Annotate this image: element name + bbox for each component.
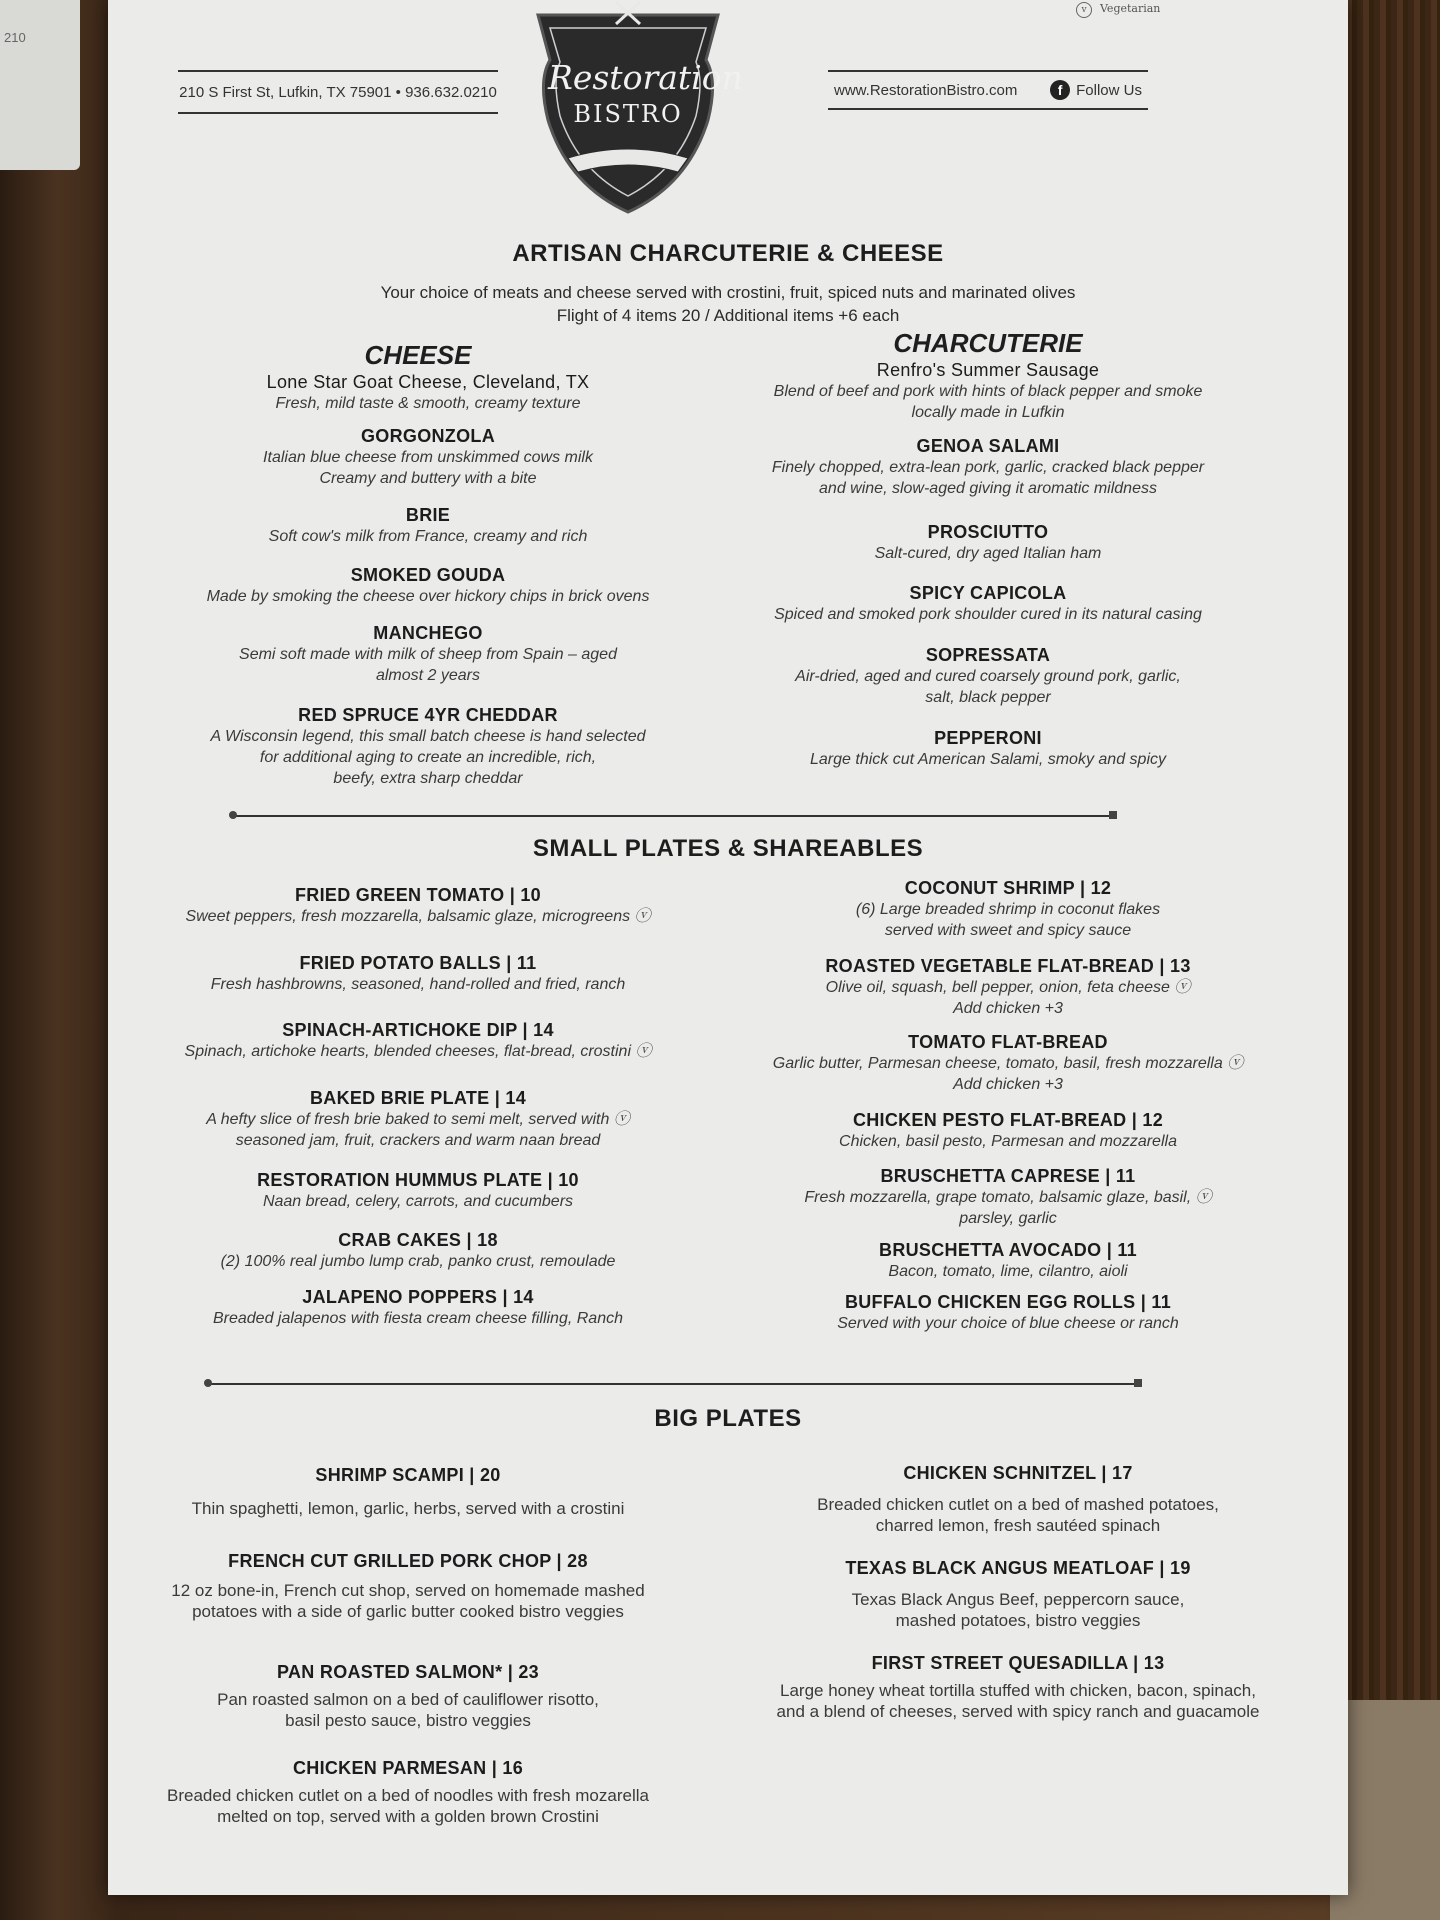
item-desc: Spinach, artichoke hearts, blended cheeses, flat-bread, crostini ⓥ bbox=[184, 1043, 652, 1060]
item-desc: Soft cow's milk from France, creamy and rich bbox=[268, 528, 588, 545]
item-name: FIRST STREET QUESADILLA | 13 bbox=[871, 1653, 1165, 1673]
wood-table bbox=[1340, 0, 1440, 1920]
item-desc: (6) Large breaded shrimp in coconut flakes served with sweet and spicy sauce bbox=[855, 901, 1161, 939]
item-name: FRENCH CUT GRILLED PORK CHOP | 28 bbox=[228, 1551, 588, 1571]
item-desc: Sweet peppers, fresh mozzarella, balsamic glaze, microgreens ⓥ bbox=[185, 908, 651, 925]
small-plate-item bbox=[118, 1170, 718, 1212]
item-name: BRIE bbox=[405, 505, 451, 525]
item-desc: Naan bread, celery, carrots, and cucumbers bbox=[262, 1193, 574, 1210]
cheese-item bbox=[168, 372, 688, 414]
item-name: GENOA SALAMI bbox=[916, 436, 1060, 456]
item-name: TOMATO FLAT-BREAD bbox=[908, 1032, 1108, 1052]
charcuterie-heading: CHARCUTERIE bbox=[893, 328, 1083, 358]
follow-us[interactable] bbox=[1050, 80, 1142, 100]
charcuterie-subtitle: Your choice of meats and cheese served with crostini, fruit, spiced nuts and marinated olives bbox=[380, 283, 1076, 302]
big-plate-item bbox=[708, 1558, 1328, 1631]
charcuterie-title: ARTISAN CHARCUTERIE & CHEESE bbox=[512, 240, 944, 267]
small-plate-item bbox=[118, 1287, 718, 1329]
item-desc: Olive oil, squash, bell pepper, onion, feta cheese ⓥ Add chicken +3 bbox=[825, 979, 1191, 1017]
charcuterie-item bbox=[718, 360, 1258, 423]
follow-us-label: Follow Us bbox=[1076, 81, 1142, 99]
menu-page bbox=[108, 0, 1348, 1895]
item-name: CHICKEN SCHNITZEL | 17 bbox=[903, 1463, 1133, 1483]
item-name: BRUSCHETTA CAPRESE | 11 bbox=[880, 1166, 1136, 1186]
small-plate-item bbox=[118, 1230, 718, 1272]
small-plate-item bbox=[118, 885, 718, 927]
website-link[interactable]: www.RestorationBistro.com bbox=[834, 81, 1018, 99]
logo-restoration: Restoration bbox=[548, 58, 743, 97]
small-plate-item bbox=[708, 1240, 1308, 1282]
item-name: SPINACH-ARTICHOKE DIP | 14 bbox=[282, 1020, 554, 1040]
item-desc: Breaded jalapenos with fiesta cream cheese filling, Ranch bbox=[212, 1310, 623, 1327]
item-name: CRAB CAKES | 18 bbox=[338, 1230, 498, 1250]
item-desc: (2) 100% real jumbo lump crab, panko crust, remoulade bbox=[220, 1253, 616, 1270]
item-desc: Bacon, tomato, lime, cilantro, aioli bbox=[888, 1263, 1128, 1280]
item-name: PEPPERONI bbox=[934, 728, 1042, 748]
item-desc: Breaded chicken cutlet on a bed of mashed potatoes, charred lemon, fresh sautéed spinach bbox=[817, 1495, 1219, 1535]
item-desc: Thin spaghetti, lemon, garlic, herbs, served with a crostini bbox=[191, 1499, 625, 1518]
item-desc: Salt-cured, dry aged Italian ham bbox=[874, 545, 1102, 562]
note-text: 210 bbox=[4, 30, 26, 45]
item-name: RED SPRUCE 4YR CHEDDAR bbox=[298, 705, 558, 725]
cheese-heading: CHEESE bbox=[364, 340, 472, 370]
item-desc: A Wisconsin legend, this small batch cheese is hand selected for additional aging to create an incredible, rich, beefy, extra sharp cheddar bbox=[210, 728, 646, 787]
item-desc: Blend of beef and pork with hints of black pepper and smoke locally made in Lufkin bbox=[773, 383, 1203, 421]
big-plates-title: BIG PLATES bbox=[654, 1405, 802, 1432]
item-name: GORGONZOLA bbox=[361, 426, 495, 446]
small-plate-item bbox=[708, 878, 1308, 941]
item-desc: Served with your choice of blue cheese or ranch bbox=[837, 1315, 1179, 1332]
cheese-item bbox=[168, 505, 688, 547]
charcuterie-item bbox=[718, 522, 1258, 564]
item-desc: Fresh hashbrowns, seasoned, hand-rolled and fried, ranch bbox=[210, 976, 626, 993]
vegetarian-legend bbox=[1076, 2, 1160, 18]
item-name: PROSCIUTTO bbox=[927, 522, 1049, 542]
small-plate-item bbox=[708, 956, 1308, 1019]
item-name: PAN ROASTED SALMON* | 23 bbox=[277, 1662, 539, 1682]
item-name: CHICKEN PESTO FLAT-BREAD | 12 bbox=[852, 1110, 1164, 1130]
item-name: BRUSCHETTA AVOCADO | 11 bbox=[879, 1240, 1137, 1260]
charcuterie-item bbox=[718, 645, 1258, 708]
small-plate-item bbox=[118, 1020, 718, 1062]
charcuterie-flight: Flight of 4 items 20 / Additional items +6 each bbox=[556, 306, 900, 325]
item-desc: Fresh mozzarella, grape tomato, balsamic glaze, basil, ⓥ parsley, garlic bbox=[804, 1189, 1212, 1227]
small-plates-title: SMALL PLATES & SHAREABLES bbox=[532, 835, 924, 862]
item-name: ROASTED VEGETABLE FLAT-BREAD | 13 bbox=[825, 956, 1191, 976]
item-desc: Garlic butter, Parmesan cheese, tomato, basil, fresh mozzarella ⓥ Add chicken +3 bbox=[772, 1055, 1244, 1093]
item-desc: 12 oz bone-in, French cut shop, served on homemade mashed potatoes with a side of garlic butter cooked bistro veggies bbox=[171, 1581, 645, 1621]
logo-bistro: BISTRO bbox=[573, 100, 683, 128]
item-desc: A hefty slice of fresh brie baked to semi melt, served with ⓥ seasoned jam, fruit, crackers and warm naan bread bbox=[206, 1111, 630, 1149]
item-name: BAKED BRIE PLATE | 14 bbox=[309, 1088, 527, 1108]
cheese-item bbox=[168, 623, 688, 686]
item-name: TEXAS BLACK ANGUS MEATLOAF | 19 bbox=[845, 1558, 1191, 1578]
vegetarian-icon: v bbox=[1076, 2, 1092, 18]
address-bar bbox=[178, 70, 498, 114]
small-plate-item bbox=[688, 1032, 1328, 1095]
big-plate-item bbox=[108, 1551, 708, 1622]
small-plate-item bbox=[118, 1088, 718, 1151]
big-plate-item bbox=[688, 1653, 1348, 1722]
item-desc: Made by smoking the cheese over hickory chips in brick ovens bbox=[206, 588, 650, 605]
item-desc: Breaded chicken cutlet on a bed of noodles with fresh mozarella melted on top, served with a golden brown Crostini bbox=[167, 1786, 649, 1826]
item-name: CHICKEN PARMESAN | 16 bbox=[292, 1758, 524, 1778]
item-name: RESTORATION HUMMUS PLATE | 10 bbox=[257, 1170, 579, 1190]
item-name: SPICY CAPICOLA bbox=[909, 583, 1067, 603]
item-desc: Large honey wheat tortilla stuffed with chicken, bacon, spinach, and a blend of cheeses, served with spicy ranch and guacamole bbox=[776, 1681, 1260, 1721]
item-desc: Texas Black Angus Beef, peppercorn sauce, mashed potatoes, bistro veggies bbox=[851, 1590, 1185, 1630]
cheese-item bbox=[168, 705, 688, 789]
item-desc: Finely chopped, extra-lean pork, garlic, cracked black pepper and wine, slow-aged giving it aromatic mildness bbox=[771, 459, 1205, 497]
item-desc: Large thick cut American Salami, smoky and spicy bbox=[810, 751, 1166, 768]
item-name: FRIED GREEN TOMATO | 10 bbox=[295, 885, 541, 905]
cheese-item bbox=[128, 565, 728, 607]
item-desc: Fresh, mild taste & smooth, creamy texture bbox=[275, 395, 581, 412]
item-name: SHRIMP SCAMPI | 20 bbox=[315, 1465, 501, 1485]
small-plate-item bbox=[708, 1292, 1308, 1334]
item-name: Lone Star Goat Cheese, Cleveland, TX bbox=[266, 372, 590, 392]
charcuterie-item bbox=[698, 583, 1278, 625]
charcuterie-item bbox=[718, 436, 1258, 499]
web-bar bbox=[828, 70, 1148, 110]
big-plate-item bbox=[108, 1465, 708, 1519]
item-name: FRIED POTATO BALLS | 11 bbox=[299, 953, 537, 973]
big-plate-item bbox=[708, 1463, 1328, 1536]
facebook-icon: f bbox=[1050, 80, 1070, 100]
item-name: JALAPENO POPPERS | 14 bbox=[302, 1287, 534, 1307]
item-name: BUFFALO CHICKEN EGG ROLLS | 11 bbox=[844, 1292, 1172, 1312]
item-desc: Pan roasted salmon on a bed of cauliflower risotto, basil pesto sauce, bistro veggies bbox=[217, 1690, 599, 1730]
item-name: SMOKED GOUDA bbox=[350, 565, 506, 585]
section-divider bbox=[208, 1383, 1138, 1385]
item-desc: Chicken, basil pesto, Parmesan and mozzarella bbox=[839, 1133, 1177, 1150]
item-desc: Italian blue cheese from unskimmed cows milk Creamy and buttery with a bite bbox=[263, 449, 593, 487]
item-desc: Air-dried, aged and cured coarsely ground pork, garlic, salt, black pepper bbox=[795, 668, 1181, 706]
item-desc: Spiced and smoked pork shoulder cured in its natural casing bbox=[774, 606, 1202, 623]
small-plate-item bbox=[708, 1166, 1308, 1229]
item-desc: Semi soft made with milk of sheep from Spain – aged almost 2 years bbox=[239, 646, 617, 684]
charcuterie-item bbox=[718, 728, 1258, 770]
small-plate-item bbox=[118, 953, 718, 995]
item-name: COCONUT SHRIMP | 12 bbox=[904, 878, 1112, 898]
big-plate-item bbox=[88, 1758, 728, 1827]
small-plate-item bbox=[708, 1110, 1308, 1152]
vegetarian-legend-label: Vegetarian bbox=[1100, 2, 1161, 15]
section-divider bbox=[233, 815, 1113, 817]
background-paper-note bbox=[0, 0, 80, 170]
item-name: MANCHEGO bbox=[373, 623, 483, 643]
item-name: Renfro's Summer Sausage bbox=[876, 360, 1100, 380]
address-text: 210 S First St, Lufkin, TX 75901 • 936.632.0210 bbox=[179, 83, 497, 101]
item-name: SOPRESSATA bbox=[925, 645, 1051, 665]
cheese-item bbox=[168, 426, 688, 489]
big-plate-item bbox=[108, 1662, 708, 1731]
